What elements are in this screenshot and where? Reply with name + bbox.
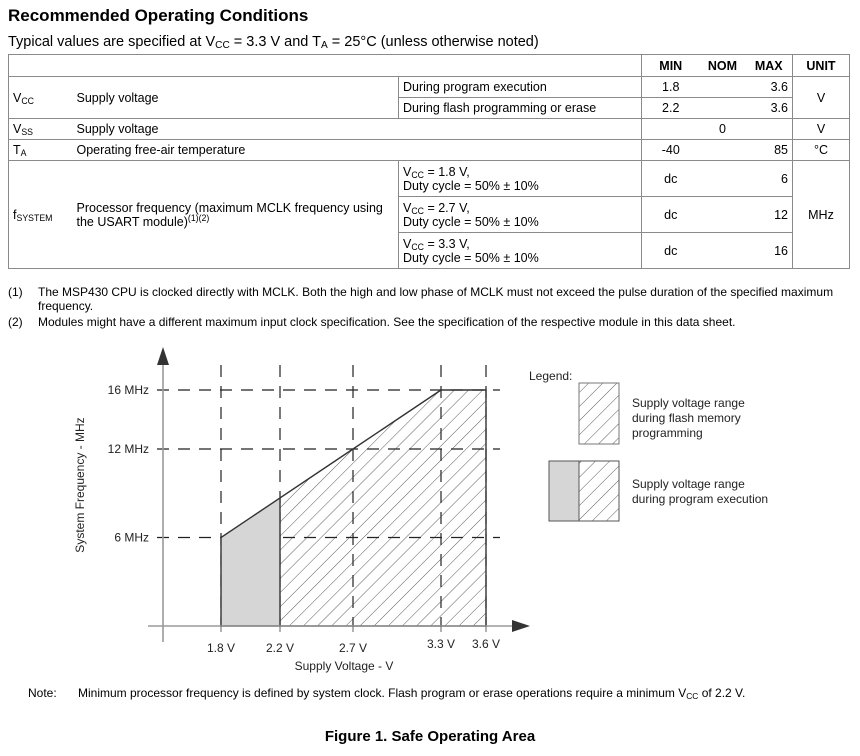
nom-value — [700, 161, 746, 197]
table-row-ta — [9, 140, 850, 161]
chart-legend — [529, 369, 768, 521]
col-unit: UNIT — [793, 55, 850, 77]
symbol-fsystem: $f_{SYSTEM}$ — [9, 161, 73, 269]
footnote-text: The MSP430 CPU is clocked directly with MCLK. Both the high and low phase of MCLK must not exceed the pulse duration of the specified maximum frequency. — [38, 285, 834, 313]
y-tick-label: 12 MHz — [107, 442, 149, 456]
legend-label: programming — [632, 426, 703, 440]
x-tick-label: 2.2 V — [265, 641, 295, 655]
x-tick-label: 1.8 V — [206, 641, 236, 655]
subtitle-text: Typical values are specified at V — [8, 34, 216, 50]
symbol-ta: $T_A$ — [9, 140, 73, 161]
note-label: Note: — [28, 686, 57, 700]
col-max: MAX — [746, 55, 793, 77]
min-value: dc — [642, 161, 700, 197]
table-header-row — [9, 55, 850, 77]
param-ta: Operating free-air temperature — [73, 140, 642, 161]
min-value: dc — [642, 197, 700, 233]
max-value: 6 — [746, 161, 793, 197]
section-subtitle — [8, 34, 539, 50]
operating-conditions-table — [8, 54, 850, 269]
x-axis-arrow-icon — [512, 620, 530, 632]
min-value: 1.8 — [642, 77, 700, 98]
unit-value: °C — [793, 140, 850, 161]
y-tick-label: 16 MHz — [107, 383, 149, 397]
condition: During flash programming or erase — [399, 98, 642, 119]
subtitle-sub: CC — [215, 40, 230, 51]
legend-swatch-gray — [549, 461, 579, 521]
header-blank — [9, 55, 642, 77]
unit-value: V — [793, 119, 850, 140]
nom-value — [700, 233, 746, 269]
col-nom: NOM — [700, 55, 746, 77]
flash-programming-area — [280, 390, 486, 626]
max-value: 3.6 — [746, 77, 793, 98]
param-fsystem: Processor frequency (maximum MCLK frequency using the USART module)$^{(1)(2)}$ — [73, 161, 399, 269]
legend-title: Legend: — [529, 369, 573, 383]
subtitle-text: = 3.3 V and T — [229, 34, 321, 50]
x-tick-label: 3.3 V — [426, 637, 456, 651]
nom-value — [700, 98, 746, 119]
section-title: Recommended Operating Conditions — [8, 6, 309, 25]
legend-label: during program execution — [632, 492, 769, 506]
nom-value — [700, 140, 746, 161]
min-value: dc — [642, 233, 700, 269]
table-row-vcc — [9, 77, 850, 98]
nom-value: 0 — [700, 119, 746, 140]
condition: $V_{CC} = 1.8$ V, Duty cycle = 50% ± 10% — [399, 161, 642, 197]
x-tick-label: 3.6 V — [471, 637, 501, 651]
legend-swatch-hatched — [579, 383, 619, 444]
min-value — [642, 119, 700, 140]
unit-value: MHz — [793, 161, 850, 269]
max-value: 12 — [746, 197, 793, 233]
footnote-number: (2) — [8, 315, 23, 329]
condition: During program execution — [399, 77, 642, 98]
param-vcc: Supply voltage — [73, 77, 399, 119]
x-tick-label: 2.7 V — [338, 641, 368, 655]
min-value: -40 — [642, 140, 700, 161]
footnote-text: Modules might have a different maximum input clock specification. See the specification of the respective module in this data sheet. — [38, 315, 736, 329]
nom-value — [700, 197, 746, 233]
x-axis-label: Supply Voltage - V — [294, 659, 394, 673]
plot-areas — [221, 390, 486, 626]
legend-swatch-hatched — [579, 461, 619, 521]
legend-label: Supply voltage range — [632, 477, 745, 491]
nom-value — [700, 77, 746, 98]
y-tick-label: 6 MHz — [114, 530, 149, 545]
max-value: 85 — [746, 140, 793, 161]
min-value: 2.2 — [642, 98, 700, 119]
y-axis-arrow-icon — [157, 347, 169, 365]
legend-label: during flash memory — [632, 411, 741, 425]
condition: $V_{CC} = 2.7$ V, Duty cycle = 50% ± 10% — [399, 197, 642, 233]
footnote-number: (1) — [8, 285, 23, 299]
unit-value: V — [793, 77, 850, 119]
table-row-fsys-1 — [9, 161, 850, 197]
subtitle-text: = 25°C (unless otherwise noted) — [327, 34, 539, 50]
max-value — [746, 119, 793, 140]
col-min: MIN — [642, 55, 700, 77]
symbol-vcc: $V_{CC}$ — [9, 77, 73, 119]
max-value: 3.6 — [746, 98, 793, 119]
symbol-vss: $V_{SS}$ — [9, 119, 73, 140]
condition: $V_{CC} = 3.3$ V, Duty cycle = 50% ± 10% — [399, 233, 642, 269]
figure-caption: Figure 1. Safe Operating Area — [324, 728, 536, 745]
note-text: Minimum processor frequency is defined by system clock. Flash program or erase operations require a minimum $V_{CC}$ of 2.2 V. — [78, 686, 746, 701]
max-value: 16 — [746, 233, 793, 269]
legend-label: Supply voltage range — [632, 396, 745, 410]
param-vss: Supply voltage — [73, 119, 642, 140]
table-row-vss — [9, 119, 850, 140]
safe-operating-area-chart — [0, 335, 860, 680]
y-axis-label: System Frequency - MHz — [73, 417, 87, 553]
subtitle-sub: A — [321, 40, 328, 51]
